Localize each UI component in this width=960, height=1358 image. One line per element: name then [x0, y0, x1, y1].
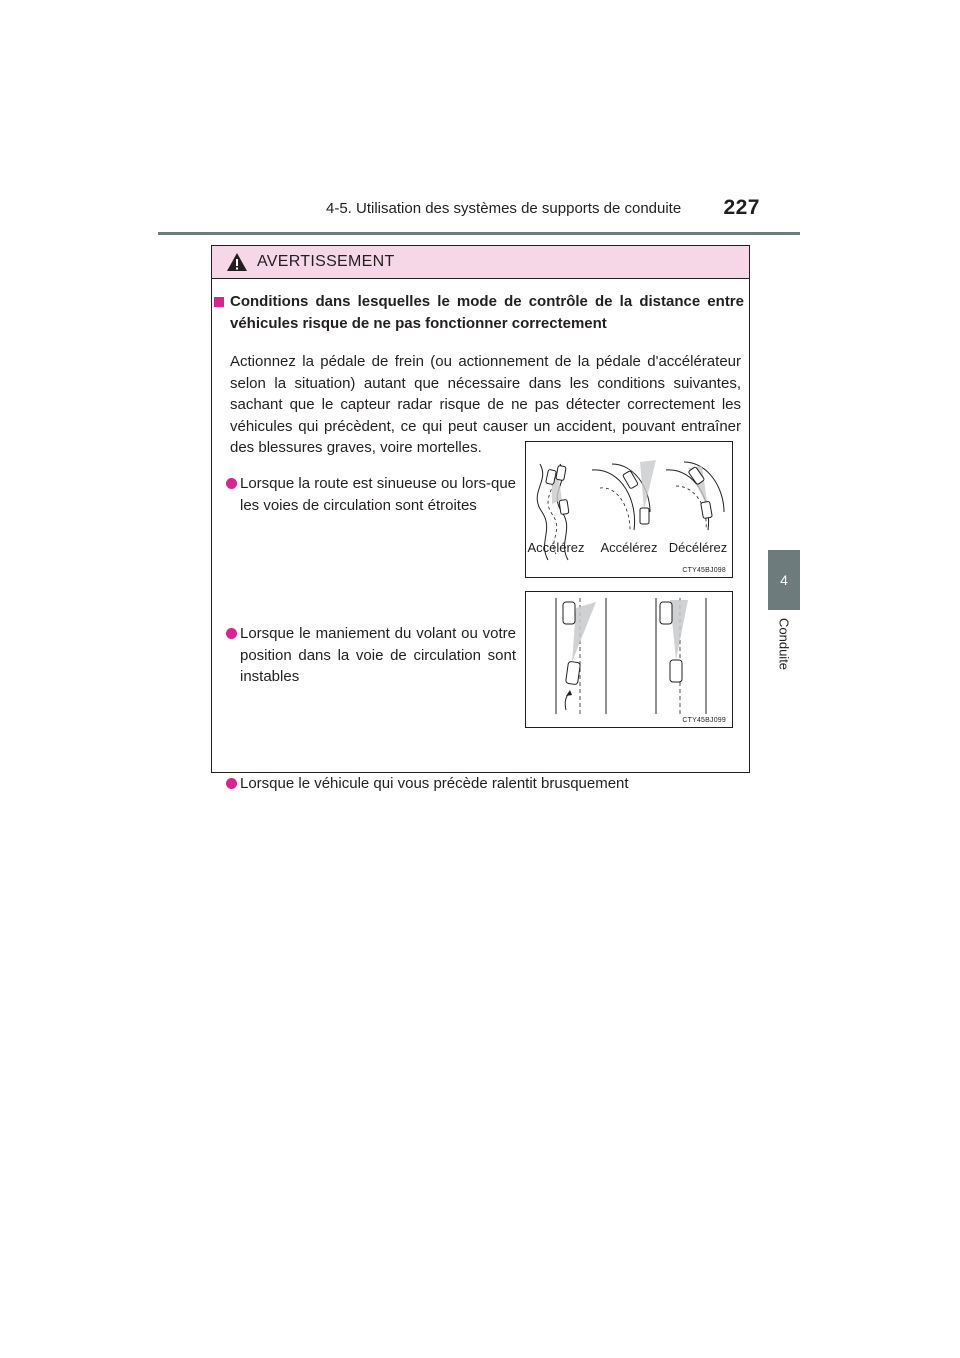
illustration-unstable-steering	[525, 591, 733, 728]
figure-label: Décélérez	[668, 540, 728, 555]
figure-code: CTY45BJ099	[682, 717, 726, 724]
chapter-label	[776, 618, 792, 678]
chapter-number: 4	[780, 572, 788, 588]
figure-label: Accélérez	[600, 540, 658, 555]
bullet-text: Lorsque la route est sinueuse ou lors-que les voies de circulation sont étroites	[240, 475, 517, 514]
bullet-dot-icon	[226, 478, 237, 489]
page-number: 227	[723, 196, 760, 219]
section-title: 4-5. Utilisation des systèmes de supports de conduite	[326, 200, 682, 217]
bullet-item	[226, 473, 516, 516]
chapter-label-text: Conduite	[776, 618, 792, 671]
figure-label: Accélérez	[527, 540, 585, 555]
bullet-text: Lorsque le véhicule qui vous précède ralentit brusquement	[240, 775, 629, 792]
curved-roads-drawing	[526, 442, 732, 577]
bullet-dot-icon	[226, 778, 237, 789]
unstable-steering-drawing	[526, 592, 732, 727]
warning-paragraph: Actionnez la pédale de frein (ou actionnement de la pédale d'accélérateur selon la situation) autant que nécessaire dans les conditions suivantes, sachant que le capteur radar risque de ne pas détecter correctement les véhicules qui précèdent, ce qui peut causer un accident, pouvant entraîner des blessures graves, voire mortelles.	[230, 353, 741, 456]
warning-heading	[214, 291, 744, 335]
bullet-dot-icon	[226, 628, 237, 639]
figure-code: CTY45BJ098	[682, 567, 726, 574]
square-bullet-icon	[214, 297, 224, 307]
bullet-text: Lorsque le maniement du volant ou votre position dans la voie de circulation sont instables	[240, 625, 516, 685]
warning-header	[212, 246, 749, 279]
illustration-curved-roads	[525, 441, 733, 578]
warning-triangle-icon	[226, 252, 248, 272]
bullet-item	[226, 773, 736, 795]
chapter-tab	[768, 550, 800, 610]
header-divider	[158, 232, 800, 235]
bullet-item	[226, 623, 516, 688]
warning-heading-text: Conditions dans lesquelles le mode de contrôle de la distance entre véhicules risque de ne pas fonctionner correctement	[230, 293, 744, 332]
warning-title: AVERTISSEMENT	[257, 253, 395, 270]
